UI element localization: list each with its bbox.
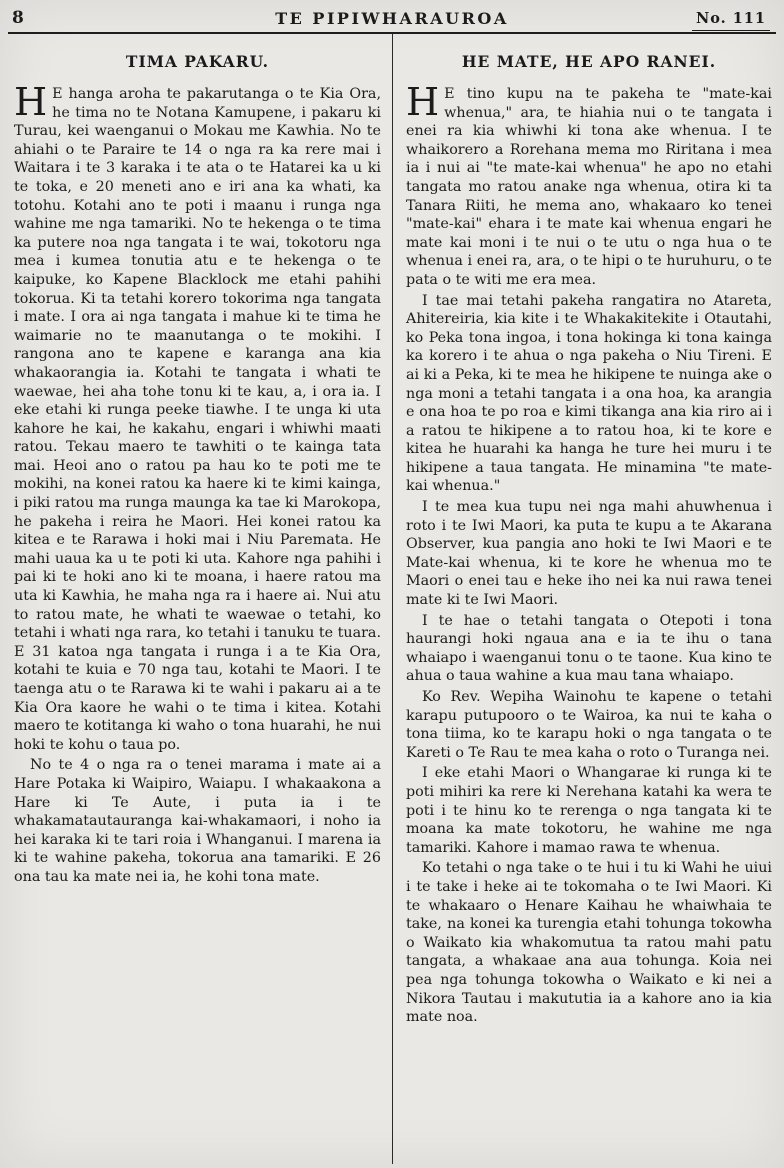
masthead-title: TE PIPIWHARAUROA (275, 9, 509, 28)
paragraph: I eke etahi Maori o Whangarae ki runga ki te poti mihiri ka rere ki Nerehana katahi ka wera te poti i te hinu ko te rerenga o nga tangata ki te moana ka mate tokotoru, he wahine me nga tamariki. Kahore i mamao rawa te whenua. (406, 765, 772, 856)
paragraph (14, 80, 381, 754)
paragraph: No te 4 o nga ra o tenei marama i mate ai a Hare Potaka ki Waipiro, Waiapu. I whakaakona a Hare ki Te Aute, i puta ia i te whakamatautauranga kai-whakamaori, i noho ia hei karaka ki te tari roia i Whanganui. I marena ia ki te wahine pakeha, tokorua ana tamariki. E 26 ona tau ka mate nei ia, he kohi tona mate. (14, 757, 381, 885)
paragraph-text: E hanga aroha te pakarutanga o te Kia Ora, he tima no te Notana Kamupene, i pakaru ki Turau, kei waenganui o Mokau me Kawhia. No te ahiahi o te Paraire te 14 o nga ra ka rere mai i Waitara i te 3 karaka i te ata o te Hatarei ka u ki te toka, e 20 meneti ano e iri ana ka whati, ka totohu. Kotahi ano te poti i maanu i runga nga wahine me nga tamariki. No te hekenga o te tima ka putere noa nga tangata i te wai, tokotoru nga mea i kumea tonutia atu e te hekenga o te kaipuke, ko Kapene Blacklock me etahi pahihi tokorua. Ki ta tetahi korero tokorima nga tangata i mate. I ora ai nga tangata i mahue ki te tima he waimarie no te maanutanga o te mokihi. I rangona ano te kapene e karanga ana kia whakaorangia ia. Kotahi te tangata i whati te waewae, hei aha tohe tonu ki te kau, a, i ora ia. I eke etahi ki runga peeke tiawhe. I te unga ki uta kahore he kai, he kakahu, engari i whiwhi maati ratou. Tekau maero te tawhiti o te kainga tata mai. Heoi ano o ratou pa hau ko te poti me te mokihi, na konei ratou ka haere ki te kimi kainga, i piki ratou ma runga maunga ka tae ki Marokopa, he pakeha i reira he Maori. Hei konei ratou ka kitea e te Rarawa i hoki mai i Niu Paremata. He mahi uaua ka u te poti ki uta. Kahore nga pahihi i pai ki te hoki ano ki te moana, i haere ratou ma uta ki Kawhia, he maha nga ra i haere ai. Nui atu to ratou mate, he whati te waewae o tetahi, ko tetahi i whati nga rara, ko tetahi i tanuku te tuara. E 31 katoa nga tangata i runga i a te Kia Ora, kotahi te kuia e 70 nga tau, kotahi te Maori. I te taenga atu o te Rarawa ki te wahi i pakaru ai a te Kia Ora kaore he wahi o te tima i kitea. Kotahi maero te kotitanga ki waho o tona huarahi, he nui hoki te kohu o taua po. (14, 86, 381, 753)
issue-number: No. 111 (692, 10, 770, 31)
paragraph (406, 80, 772, 290)
page-number: 8 (12, 8, 24, 28)
paragraph: Ko Rev. Wepiha Wainohu te kapene o tetahi karapu putupooro o te Wairoa, ka nui te kaha o tona tiima, ko te karapu hoki o nga tangata o te Kareti o Te Rau te mea kaha o roto o Turanga nei. (406, 689, 772, 761)
left-column (8, 34, 392, 1164)
drop-cap: H (14, 80, 48, 124)
paragraph: Ko tetahi o nga take o te hui i tu ki Wahi he uiui i te take i heke ai te tokomaha o te Iwi Maori. Ki te whakaaro o Henare Kaihau he whaiwhaia te take, na konei ka turengia etahi tohunga tokowha o Waikato kia whakomutua ta ratou mahi patu tangata, a whakaae ana aua tohunga. Koia nei pea nga tohunga tokowha o Waikato e ki nei a Nikora Tautau i makututia ia a kahore ano ia kia mate noa. (406, 860, 772, 1026)
article-heading-tima-pakaru: TIMA PAKARU. (125, 52, 270, 71)
paragraph: I tae mai tetahi pakeha rangatira no Atareta, Ahitereiria, kia kite i te Whakakitekite i Otautahi, ko Peka tona ingoa, i tona hokinga ki tona kainga ka korero i te ahua o nga pakeha o Niu Tireni. E ai ki a Peka, ki te mea he hikipene te nuinga ake o nga moni a tetahi tangata i a ona hoa, ka arangia e ona hoa te po roa e kimi tikanga ana kia riro ai i a ratou te hikipene a to ratou hoa, ki te kore e kitea he huarahi ka hanga he ture hei muru i te hikipene a taua tangata. He minamina "te mate-kai whenua." (406, 292, 772, 495)
article-heading-he-mate: HE MATE, HE APO RANEI. (461, 52, 717, 71)
paragraph: I te hae o tetahi tangata o Otepoti i tona haurangi hoki ngaua ana e ia te ihu o tana whaiapo i waenganui tonu o te taone. Kua kino te ahua o taua wahine a kua mau tana whaiapo. (406, 612, 772, 685)
paragraph-text: E tino kupu na te pakeha te "mate-kai whenua," ara, te hiahia nui o te tangata i enei ra kia whiwhi ki tona ake whenua. I te whaikorero a Rorehana mema mo Riritana i mea ia i nui ai "te mate-kai whenua" he apo no etahi tangata mo ratou anake nga whenua, otira ki ta Tanara Riiti, he mema ano, whakaaro ko tenei "mate-kai" ehara i te mate kai whenua engari he mate kai moni i te nui o te utu o nga hua o te whenua i enei ra, ara, o te hipi o te huruhuru, o te pata o te witi me era mea. (406, 86, 772, 288)
paragraph: I te mea kua tupu nei nga mahi ahuwhenua i roto i te Iwi Maori, ka puta te kupu a te Akarana Observer, kua pangia ano hoki te Iwi Maori e te Mate-kai whenua, ki te kore he whenua mo te Maori o enei tau e heke iho nei ka nui rawa tenei mate ki te Iwi Maori. (406, 499, 772, 609)
column-container (8, 34, 776, 1164)
right-column (392, 34, 776, 1164)
drop-cap: H (406, 80, 440, 124)
running-head (8, 6, 776, 34)
